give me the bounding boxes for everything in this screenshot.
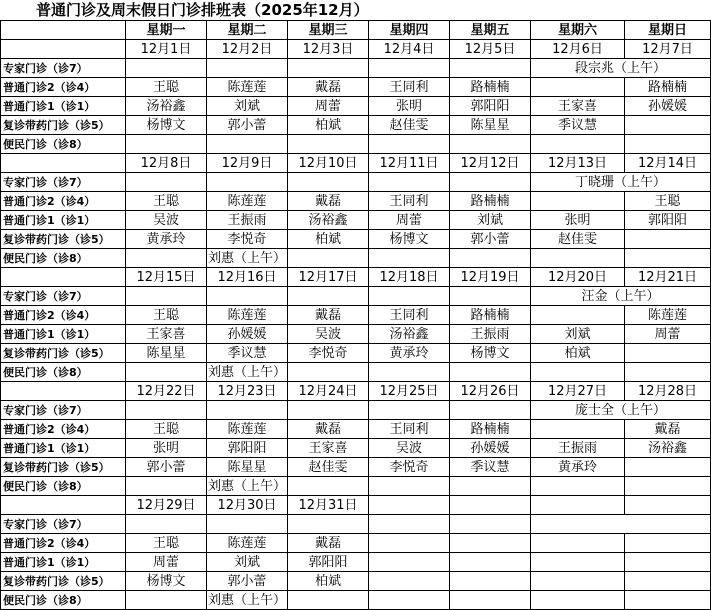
schedule-cell: 杨博文 [450, 344, 531, 363]
clinic-row [1, 230, 711, 249]
schedule-cell [531, 249, 625, 268]
schedule-cell: 李悦奇 [369, 458, 450, 477]
date-row-label [1, 40, 126, 59]
schedule-cell [625, 591, 711, 610]
schedule-cell [450, 135, 531, 154]
date-cell [369, 496, 450, 515]
schedule-cell: 郭小蕾 [126, 458, 207, 477]
clinic-row [1, 344, 711, 363]
schedule-cell [126, 515, 207, 534]
schedule-cell: 张明 [531, 211, 625, 230]
date-cell: 12月18日 [369, 268, 450, 287]
schedule-cell: 王振雨 [531, 439, 625, 458]
date-row [1, 496, 711, 515]
date-row [1, 40, 711, 59]
clinic-label: 专家门诊（诊7） [1, 173, 126, 192]
date-cell [531, 496, 625, 515]
schedule-cell: 戴磊 [625, 420, 711, 439]
schedule-cell: 杨博文 [369, 230, 450, 249]
weekday-header: 星期一 [126, 21, 207, 40]
schedule-cell [450, 572, 531, 591]
schedule-cell [126, 59, 207, 78]
schedule-cell: 孙媛媛 [207, 325, 288, 344]
schedule-cell [207, 287, 288, 306]
schedule-cell: 刘斌 [531, 325, 625, 344]
date-cell: 12月20日 [531, 268, 625, 287]
clinic-row [1, 439, 711, 458]
schedule-cell: 戴磊 [288, 420, 369, 439]
schedule-cell [450, 173, 531, 192]
date-cell: 12月5日 [450, 40, 531, 59]
schedule-cell: 陈星星 [126, 344, 207, 363]
clinic-row [1, 553, 711, 572]
clinic-row [1, 591, 711, 610]
schedule-cell [288, 515, 369, 534]
schedule-cell [207, 401, 288, 420]
expert-weekend-cell: 段宗兆（上午） [531, 59, 711, 78]
schedule-cell [531, 78, 625, 97]
schedule-cell: 王同利 [369, 78, 450, 97]
schedule-cell [369, 591, 450, 610]
schedule-cell: 黄承玲 [369, 344, 450, 363]
date-cell [625, 496, 711, 515]
date-row [1, 382, 711, 401]
date-cell: 12月29日 [126, 496, 207, 515]
schedule-cell: 郭小蕾 [207, 572, 288, 591]
expert-weekend-cell [531, 515, 711, 534]
date-row [1, 268, 711, 287]
schedule-cell: 赵佳雯 [369, 116, 450, 135]
schedule-cell: 郭阳阳 [207, 439, 288, 458]
schedule-cell [288, 363, 369, 382]
clinic-row [1, 173, 711, 192]
clinic-label: 便民门诊（诊8） [1, 477, 126, 496]
date-cell: 12月9日 [207, 154, 288, 173]
schedule-cell: 刘惠（上午） [207, 478, 286, 494]
clinic-label: 专家门诊（诊7） [1, 515, 126, 534]
schedule-cell [369, 173, 450, 192]
date-row-label [1, 268, 126, 287]
date-cell: 12月24日 [288, 382, 369, 401]
schedule-cell: 刘斌 [207, 553, 288, 572]
date-row-label [1, 496, 126, 515]
schedule-cell [531, 420, 625, 439]
schedule-cell [288, 249, 369, 268]
date-cell: 12月26日 [450, 382, 531, 401]
schedule-cell: 柏斌 [288, 230, 369, 249]
clinic-row [1, 135, 711, 154]
schedule-cell [369, 553, 450, 572]
clinic-label: 普通门诊1（诊1） [1, 211, 126, 230]
schedule-cell [288, 401, 369, 420]
clinic-row [1, 287, 711, 306]
clinic-label: 专家门诊（诊7） [1, 287, 126, 306]
schedule-cell [369, 401, 450, 420]
schedule-cell: 郭阳阳 [625, 211, 711, 230]
schedule-cell: 汤裕鑫 [288, 211, 369, 230]
schedule-cell [288, 135, 369, 154]
schedule-cell: 吴波 [126, 211, 207, 230]
schedule-cell [450, 249, 531, 268]
weekday-header: 星期六 [531, 21, 625, 40]
schedule-cell [531, 553, 625, 572]
schedule-cell: 汤裕鑫 [369, 325, 450, 344]
schedule-cell [207, 59, 288, 78]
schedule-cell [369, 477, 450, 496]
schedule-cell [369, 534, 450, 553]
schedule-cell [531, 135, 625, 154]
schedule-cell: 季议慧 [531, 116, 625, 135]
clinic-label: 复诊带药门诊（诊5） [1, 230, 126, 249]
schedule-cell [625, 363, 711, 382]
schedule-cell [625, 230, 711, 249]
clinic-label: 普通门诊2（诊4） [1, 78, 126, 97]
date-cell: 12月30日 [207, 496, 288, 515]
schedule-cell [207, 515, 288, 534]
schedule-cell [450, 534, 531, 553]
clinic-row [1, 116, 711, 135]
date-cell: 12月25日 [369, 382, 450, 401]
schedule-cell [450, 59, 531, 78]
clinic-label: 普通门诊2（诊4） [1, 306, 126, 325]
clinic-row [1, 325, 711, 344]
clinic-row [1, 78, 711, 97]
date-cell: 12月28日 [625, 382, 711, 401]
schedule-cell: 柏斌 [288, 116, 369, 135]
weekday-header: 星期三 [288, 21, 369, 40]
schedule-cell: 陈莲莲 [625, 306, 711, 325]
clinic-label: 普通门诊1（诊1） [1, 97, 126, 116]
schedule-cell [450, 477, 531, 496]
date-cell: 12月11日 [369, 154, 450, 173]
clinic-label: 便民门诊（诊8） [1, 135, 126, 154]
schedule-cell: 王聪 [126, 420, 207, 439]
schedule-cell: 刘斌 [207, 97, 288, 116]
schedule-cell [369, 59, 450, 78]
schedule-cell: 陈莲莲 [207, 78, 288, 97]
clinic-row [1, 420, 711, 439]
expert-weekend-cell: 丁晓珊（上午） [531, 173, 711, 192]
schedule-cell: 周蕾 [625, 325, 711, 344]
clinic-label: 便民门诊（诊8） [1, 363, 126, 382]
date-cell: 12月22日 [126, 382, 207, 401]
schedule-cell: 陈莲莲 [207, 306, 288, 325]
date-row-label [1, 382, 126, 401]
schedule-cell: 路楠楠 [450, 306, 531, 325]
date-cell: 12月17日 [288, 268, 369, 287]
schedule-cell: 杨博文 [126, 116, 207, 135]
schedule-cell: 周蕾 [126, 553, 207, 572]
schedule-cell: 汤裕鑫 [625, 439, 711, 458]
schedule-cell: 黄承玲 [531, 458, 625, 477]
weekday-header: 星期五 [450, 21, 531, 40]
clinic-label: 普通门诊1（诊1） [1, 325, 126, 344]
clinic-row [1, 572, 711, 591]
schedule-cell: 赵佳雯 [531, 230, 625, 249]
clinic-label: 普通门诊1（诊1） [1, 439, 126, 458]
schedule-cell [207, 173, 288, 192]
clinic-row [1, 249, 711, 268]
schedule-cell [126, 401, 207, 420]
schedule-cell: 李悦奇 [288, 344, 369, 363]
schedule-cell [288, 173, 369, 192]
schedule-cell: 王同利 [369, 192, 450, 211]
clinic-label: 复诊带药门诊（诊5） [1, 458, 126, 477]
clinic-label: 普通门诊2（诊4） [1, 192, 126, 211]
date-cell: 12月4日 [369, 40, 450, 59]
clinic-row [1, 534, 711, 553]
schedule-cell: 张明 [369, 97, 450, 116]
schedule-cell [369, 572, 450, 591]
clinic-row [1, 192, 711, 211]
schedule-cell: 戴磊 [288, 306, 369, 325]
date-cell: 12月8日 [126, 154, 207, 173]
schedule-cell [450, 287, 531, 306]
corner-cell [1, 21, 126, 40]
expert-weekend-cell: 汪金（上午） [531, 287, 711, 306]
clinic-label: 专家门诊（诊7） [1, 59, 126, 78]
schedule-cell [288, 287, 369, 306]
schedule-cell [126, 477, 207, 496]
schedule-cell: 王聪 [625, 192, 711, 211]
weekday-header: 星期四 [369, 21, 450, 40]
schedule-cell [531, 477, 625, 496]
schedule-cell: 刘斌 [450, 211, 531, 230]
schedule-cell: 赵佳雯 [288, 458, 369, 477]
schedule-cell: 王家喜 [126, 325, 207, 344]
clinic-row [1, 401, 711, 420]
page-title: 普通门诊及周末假日门诊排班表（2025年12月） [36, 1, 369, 19]
schedule-cell: 王聪 [126, 534, 207, 553]
date-row-label [1, 154, 126, 173]
schedule-cell: 戴磊 [288, 78, 369, 97]
schedule-cell: 刘惠（上午） [207, 250, 286, 266]
schedule-cell [625, 534, 711, 553]
schedule-cell [369, 515, 450, 534]
date-cell: 12月23日 [207, 382, 288, 401]
clinic-row [1, 59, 711, 78]
schedule-cell [369, 249, 450, 268]
schedule-cell: 张明 [126, 439, 207, 458]
schedule-cell: 王聪 [126, 192, 207, 211]
date-cell: 12月12日 [450, 154, 531, 173]
clinic-label: 复诊带药门诊（诊5） [1, 116, 126, 135]
schedule-cell: 吴波 [369, 439, 450, 458]
schedule-cell [450, 515, 531, 534]
schedule-cell [531, 192, 625, 211]
schedule-cell: 陈星星 [207, 458, 288, 477]
schedule-cell: 王同利 [369, 420, 450, 439]
weekday-header-row [1, 21, 711, 40]
clinic-label: 普通门诊1（诊1） [1, 553, 126, 572]
schedule-cell: 季议慧 [450, 458, 531, 477]
schedule-cell: 陈莲莲 [207, 192, 288, 211]
schedule-cell: 陈莲莲 [207, 420, 288, 439]
schedule-cell: 柏斌 [288, 572, 369, 591]
schedule-cell: 孙媛媛 [450, 439, 531, 458]
clinic-row [1, 515, 711, 534]
schedule-cell: 陈星星 [450, 116, 531, 135]
schedule-cell [625, 553, 711, 572]
schedule-cell [531, 363, 625, 382]
clinic-label: 普通门诊2（诊4） [1, 420, 126, 439]
schedule-cell [288, 59, 369, 78]
clinic-label: 便民门诊（诊8） [1, 249, 126, 268]
schedule-cell [450, 591, 531, 610]
schedule-cell [450, 363, 531, 382]
schedule-cell: 王振雨 [207, 211, 288, 230]
schedule-cell: 孙媛媛 [625, 97, 711, 116]
schedule-cell [625, 477, 711, 496]
schedule-cell [531, 572, 625, 591]
schedule-cell [531, 591, 625, 610]
date-cell: 12月13日 [531, 154, 625, 173]
schedule-cell: 戴磊 [288, 192, 369, 211]
clinic-row [1, 477, 711, 496]
date-cell: 12月16日 [207, 268, 288, 287]
date-cell: 12月27日 [531, 382, 625, 401]
weekday-header: 星期二 [207, 21, 288, 40]
schedule-cell [288, 591, 369, 610]
schedule-cell [126, 249, 207, 268]
schedule-cell: 刘惠（上午） [207, 364, 286, 380]
clinic-row [1, 458, 711, 477]
schedule-cell [288, 477, 369, 496]
clinic-label: 复诊带药门诊（诊5） [1, 344, 126, 363]
date-cell: 12月7日 [625, 40, 711, 59]
clinic-label: 复诊带药门诊（诊5） [1, 572, 126, 591]
schedule-cell [625, 116, 711, 135]
schedule-cell: 郭阳阳 [288, 553, 369, 572]
schedule-cell [369, 135, 450, 154]
date-cell: 12月14日 [625, 154, 711, 173]
clinic-row [1, 306, 711, 325]
date-cell: 12月10日 [288, 154, 369, 173]
schedule-cell [126, 591, 207, 610]
clinic-row [1, 97, 711, 116]
schedule-cell [531, 534, 625, 553]
schedule-cell [450, 553, 531, 572]
schedule-cell: 郭小蕾 [207, 116, 288, 135]
schedule-cell: 黄承玲 [126, 230, 207, 249]
schedule-cell: 路楠楠 [450, 420, 531, 439]
schedule-cell: 吴波 [288, 325, 369, 344]
schedule-cell [126, 363, 207, 382]
clinic-row [1, 363, 711, 382]
schedule-cell: 周蕾 [288, 97, 369, 116]
date-cell: 12月21日 [625, 268, 711, 287]
schedule-cell: 戴磊 [288, 534, 369, 553]
weekday-header: 星期日 [625, 21, 711, 40]
clinic-label: 专家门诊（诊7） [1, 401, 126, 420]
schedule-cell: 王聪 [126, 78, 207, 97]
date-cell: 12月15日 [126, 268, 207, 287]
schedule-cell [625, 458, 711, 477]
schedule-cell: 郭阳阳 [450, 97, 531, 116]
schedule-cell: 杨博文 [126, 572, 207, 591]
date-cell: 12月3日 [288, 40, 369, 59]
schedule-cell: 王振雨 [450, 325, 531, 344]
date-cell: 12月19日 [450, 268, 531, 287]
schedule-cell: 李悦奇 [207, 230, 288, 249]
schedule-cell [126, 287, 207, 306]
schedule-cell: 王家喜 [531, 97, 625, 116]
schedule-cell: 季议慧 [207, 344, 288, 363]
schedule-cell: 路楠楠 [625, 78, 711, 97]
schedule-cell: 路楠楠 [450, 78, 531, 97]
expert-weekend-cell: 庞士全（上午） [531, 401, 711, 420]
date-cell: 12月31日 [288, 496, 369, 515]
schedule-cell: 汤裕鑫 [126, 97, 207, 116]
schedule-cell: 刘惠（上午） [207, 592, 286, 608]
schedule-cell [625, 572, 711, 591]
schedule-cell [625, 249, 711, 268]
schedule-cell: 陈莲莲 [207, 534, 288, 553]
schedule-cell: 郭小蕾 [450, 230, 531, 249]
schedule-cell [126, 135, 207, 154]
date-cell: 12月1日 [126, 40, 207, 59]
schedule-table [0, 20, 711, 610]
schedule-cell [625, 135, 711, 154]
clinic-label: 普通门诊2（诊4） [1, 534, 126, 553]
schedule-cell [207, 135, 288, 154]
schedule-cell: 柏斌 [531, 344, 625, 363]
date-row [1, 154, 711, 173]
date-cell [450, 496, 531, 515]
date-cell: 12月6日 [531, 40, 625, 59]
schedule-cell: 王家喜 [288, 439, 369, 458]
date-cell: 12月2日 [207, 40, 288, 59]
schedule-cell: 路楠楠 [450, 192, 531, 211]
schedule-cell [531, 306, 625, 325]
schedule-cell [369, 363, 450, 382]
clinic-label: 便民门诊（诊8） [1, 591, 126, 610]
clinic-row [1, 211, 711, 230]
schedule-cell [126, 173, 207, 192]
schedule-cell: 周蕾 [369, 211, 450, 230]
schedule-cell: 王聪 [126, 306, 207, 325]
schedule-cell [450, 401, 531, 420]
schedule-cell: 王同利 [369, 306, 450, 325]
schedule-cell [369, 287, 450, 306]
schedule-cell [625, 344, 711, 363]
